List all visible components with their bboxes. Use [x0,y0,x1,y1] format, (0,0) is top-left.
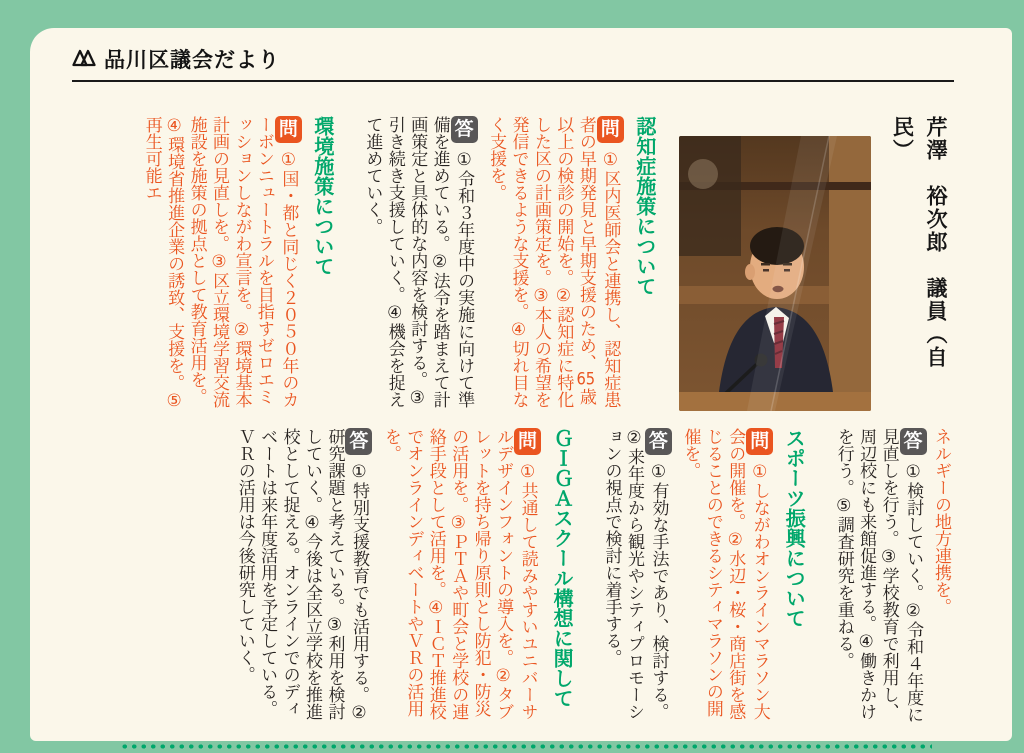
shinagawa-emblem-icon [72,47,96,71]
member-name [885,116,952,412]
question-dementia [485,116,624,412]
question-badge: 問 [746,428,773,455]
question-text: ①しながわオンラインマラソン大会の開催を。②水辺・桜・商店街を感じることのできるシティマラソンの開催を。 [680,428,770,720]
answer-giga-school [233,428,372,732]
member-name-text: 芹澤 裕次郎 議員 [924,116,948,323]
dotted-divider [120,744,932,749]
answer-text: ①令和３年度中の実施に向けて準備を進めている。②法令を踏まえて計画策定と具体的な内容を検討する。③引き続き支援していく。④機会を捉えて進めていく。 [362,116,475,408]
question-giga-school [379,428,541,732]
question-environment [140,116,302,412]
section-title-dementia: 認知症施策について [632,116,657,296]
answer-text: ①有効な手法であり、検討する。②来年度から観光やシティプロモーションの視点で検討に着手する。 [601,428,669,720]
member-party: （自 民） [890,116,948,392]
answer-badge: 答 [900,428,927,455]
section-environment [140,116,335,412]
question-environment-continued [930,428,952,732]
section-title-sports: スポーツ振興について [782,428,807,628]
answer-environment [832,428,926,732]
question-text: ネルギーの地方連携を。 [931,428,951,615]
answer-badge: 答 [345,428,372,455]
newsletter-card [30,28,1012,741]
top-row [75,116,952,412]
question-badge: 問 [514,428,541,455]
question-text: ①共通して読みやすいユニバーサルデザインフォントの導入を。②タブレットを持ち帰り原則とし防犯・防災の活用を。③ＰＴＡや町会と学校の連絡手段として活用を。④ＩＣＴ推進校でオンラインディベートやＶＲの活用を。 [380,428,538,720]
answer-text: ①特別支援教育でも活用する。②研究課題と考えている。③利用を検討していく。④今後は全区立学校を推進校として捉える。オンラインでのディベートは来年度活用を予定している。ＶＲの活用は今後研究していく。 [234,428,369,723]
page-title: 品川区議会だより [104,48,280,72]
section-dementia [361,116,657,412]
answer-badge: 答 [451,116,478,143]
bottom-row [75,428,952,732]
header-rule [72,80,954,82]
page-header [30,28,1012,80]
section-environment-answer [832,428,952,732]
article-content [30,116,1012,749]
answer-text: ①検討していく。②令和４年度に見直しを行う。③学校教育で利用し、周辺校にも来館促進する。④働きかけを行う。⑤調査研究を重ねる。 [833,428,924,723]
answer-dementia [361,116,478,412]
section-title-giga-school: ＧＩＧＡスクール構想に関して [550,428,575,708]
section-title-environment: 環境施策について [310,116,335,276]
question-text: ①国・都と同じく２０５０年のカーボンニュートラルを目指すゼロエミッションしながわ宣言を。②環境基本計画の見直しを。③区立環境学習交流施設を施策の拠点として教育活用を。④環境省推進企業の誘致、支援を。⑤再生可能エ [141,116,299,411]
question-text: ①区内医師会と連携し、認知症患者の早期発見と早期支援のため、65歳以上の検診の開始を。②認知症に特化した区の計画策定を。③本人の希望を発信できるような支援を。④切れ目なく支援を。 [486,116,621,408]
section-giga-school [233,428,574,732]
member-photo [679,136,871,411]
section-sports [600,428,806,732]
answer-sports [600,428,672,732]
answer-badge: 答 [645,428,672,455]
question-sports [679,428,773,732]
question-badge: 問 [275,116,302,143]
question-badge: 問 [597,116,624,143]
